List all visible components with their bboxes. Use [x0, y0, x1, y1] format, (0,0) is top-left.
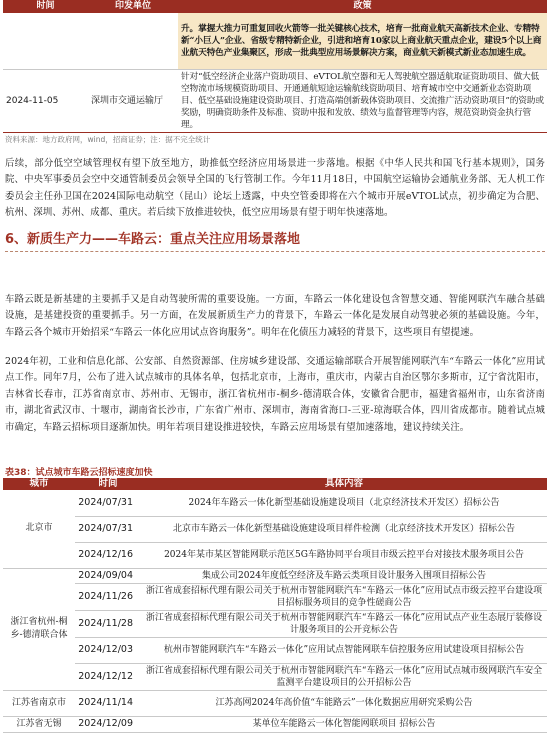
city-cell: 浙江省杭州-桐乡-德清联合体 [3, 568, 75, 690]
city-cell: 江苏省无锡 [3, 716, 75, 732]
table-row [3, 690, 547, 716]
table-row [3, 490, 547, 516]
body-paragraph: 车路云既是新基建的主要抓手又是自动驾驶所需的重要设施。一方面，车路云一体化建设包含智慧交通、智能网联汽车融合基础设施，是基建投资的重要抓手。另一方面，在发展新质生产力的背景下，车路云一体化是发展自动驾驶必须的基础设施。今年，车路云各个城市开始招采“车路云一体化应用试点咨询服务”。明年在化债压力减轻的背景下，这些项目有望提速。 [5, 294, 545, 338]
policy-header-date: 时间 [3, 0, 88, 13]
city-cell: 北京市 [3, 490, 75, 568]
content-cell: 浙江省成套招标代理有限公司关于杭州市智能网联汽车“车路云一体化”应用试点市级云控平台建设项目招标服务项目的竞争性磋商公告 [141, 583, 547, 610]
date-cell: 2024/12/09 [75, 716, 141, 732]
policy-unit: 深圳市交通运输厅 [88, 69, 178, 132]
table-row [3, 716, 547, 732]
table-row [3, 568, 547, 583]
body-paragraph: 2024年初，工业和信息化部、公安部、自然资源部、住房城乡建设部、交通运输部联合开展智能网联汽车“车路云一体化”应用试点工作。同年7月，公布了进入试点城市的具体名单，包括北京市，上海市，重庆市，内蒙古自治区鄂尔多斯市，辽宁省沈阳市，吉林省长春市，江苏省南京市、苏州市、无锡市，浙江省杭州市-桐乡-德清联合体，安徽省合肥市，福建省福州市，山东省济南市，湖北省武汉市、十堰市，湖南省长沙市，广东省广州市、深圳市，海南省海口-三亚-琼海联合体，四川省成都市。随着试点城市确定，车路云招标项目逐渐加快。明年若项目建设推进较快，车路云应用场景有望加速落地，建议持续关注。 [5, 356, 545, 433]
source-note: 资料来源：地方政府网，wind，招商证券；注：据不完全统计 [5, 135, 211, 144]
policy-date: 2024-11-05 [3, 69, 88, 132]
date-cell: 2024/11/14 [75, 690, 141, 716]
policy-header-unit: 印发单位 [88, 0, 178, 13]
date-cell: 2024/11/28 [75, 610, 141, 637]
content-cell: 北京市车路云一体化新型基础设施建设项目样件检测（北京经济技术开发区）招标公告 [141, 516, 547, 542]
content-cell: 杭州市智能网联汽车“车路云一体化”应用试点智能网联车信控服务应用试建设项目招标公告 [141, 637, 547, 663]
body-paragraph: 后续，部分低空空域管理权有望下放至地方，助推低空经济应用场景进一步落地。根据《中华人民共和国飞行基本规则》，国务院、中央军事委员会空中交通管制委员会领导全国的飞行管制工作。今年11月18日，中国航空运输协会通航业务部、无人机工作委员会主任孙卫国在2024国际电动航空（昆山）论坛上透露，中央空管委即将在六个城市开展eVTOL试点，初步确定为合肥、杭州、深圳、苏州、成都、重庆。若后续下放推进较快，低空应用场景有望于明年快速落地。 [5, 158, 545, 219]
content-cell: 某单位车能路云一体化智能网联项目 招标公告 [141, 716, 547, 732]
tender-header-city: 城市 [3, 478, 75, 490]
table-row [3, 583, 547, 610]
policy-date [3, 13, 88, 69]
policy-text: 针对“低空经济企业落户资助项目、eVTOL航空器和无人驾驶航空器适航取证资助项目、做大低空物流市场规模资助项目、开通通航短途运输航线资助项目、培育城市空中交通新业态资助项目、低空基础设施建设资助项目、打造高端创新载体资助项目、交流推广活动资助项目”的资助或奖励，明确资助条件及标准、资助申报和发放、绩效与监督管理等内容，规范资助资金执行管理。 [178, 69, 547, 132]
policy-table-header [3, 0, 547, 13]
table-caption: 表38：试点城市车路云招标速度加快 [5, 468, 153, 478]
policy-row [3, 13, 547, 69]
date-cell: 2024/07/31 [75, 516, 141, 542]
date-cell: 2024/12/16 [75, 542, 141, 568]
table-row [3, 663, 547, 690]
city-cell: 江苏省南京市 [3, 690, 75, 716]
tender-table-header [3, 478, 547, 490]
tender-table [3, 478, 547, 733]
policy-header-policy: 政策 [178, 0, 547, 13]
policy-text: 升。掌握大推力可重复回收火箭等一批关键核心技术，培育一批商业航天高新技术企业、专精特新“小巨人”企业、省级专精特新企业，引进和培育10家以上商业航天重点企业，建设5个以上商业航天特色产业集聚区，形成一批典型应用场景解决方案，商业航天新模式新业态加速生成。 [178, 13, 547, 69]
content-cell: 浙江省成套招标代理有限公司关于杭州市智能网联汽车“车路云一体化”应用试点城市级网联汽车安全监测平台建设项目的公开招标公告 [141, 663, 547, 690]
table-row [3, 610, 547, 637]
content-cell: 集成公司2024年度低空经济及车路云类项目设计服务入围项目招标公告 [141, 568, 547, 583]
table-row [3, 516, 547, 542]
content-cell: 浙江省成套招标代理有限公司关于杭州市智能网联汽车“车路云一体化”应用试点产业生态展厅装修设计服务项目的公开竞标公告 [141, 610, 547, 637]
policy-table [3, 0, 547, 133]
content-cell: 2024年车路云一体化新型基础设施建设项目（北京经济技术开发区）招标公告 [141, 490, 547, 516]
policy-row [3, 69, 547, 132]
content-cell: 2024年某市某区智能网联示范区5G车路协同平台项目市级云控平台对接技术服务项目公告 [141, 542, 547, 568]
date-cell: 2024/12/12 [75, 663, 141, 690]
section-heading: 6、新质生产力——车路云：重点关注应用场景落地 [5, 228, 545, 252]
policy-unit [88, 13, 178, 69]
content-cell: 江苏高网2024年高价值“车能路云”一体化数据应用研究采购公告 [141, 690, 547, 716]
tender-header-date: 时间 [75, 478, 141, 490]
date-cell: 2024/07/31 [75, 490, 141, 516]
tender-header-content: 具体内容 [141, 478, 547, 490]
table-row [3, 637, 547, 663]
date-cell: 2024/09/04 [75, 568, 141, 583]
table-row [3, 542, 547, 568]
date-cell: 2024/12/03 [75, 637, 141, 663]
date-cell: 2024/11/26 [75, 583, 141, 610]
